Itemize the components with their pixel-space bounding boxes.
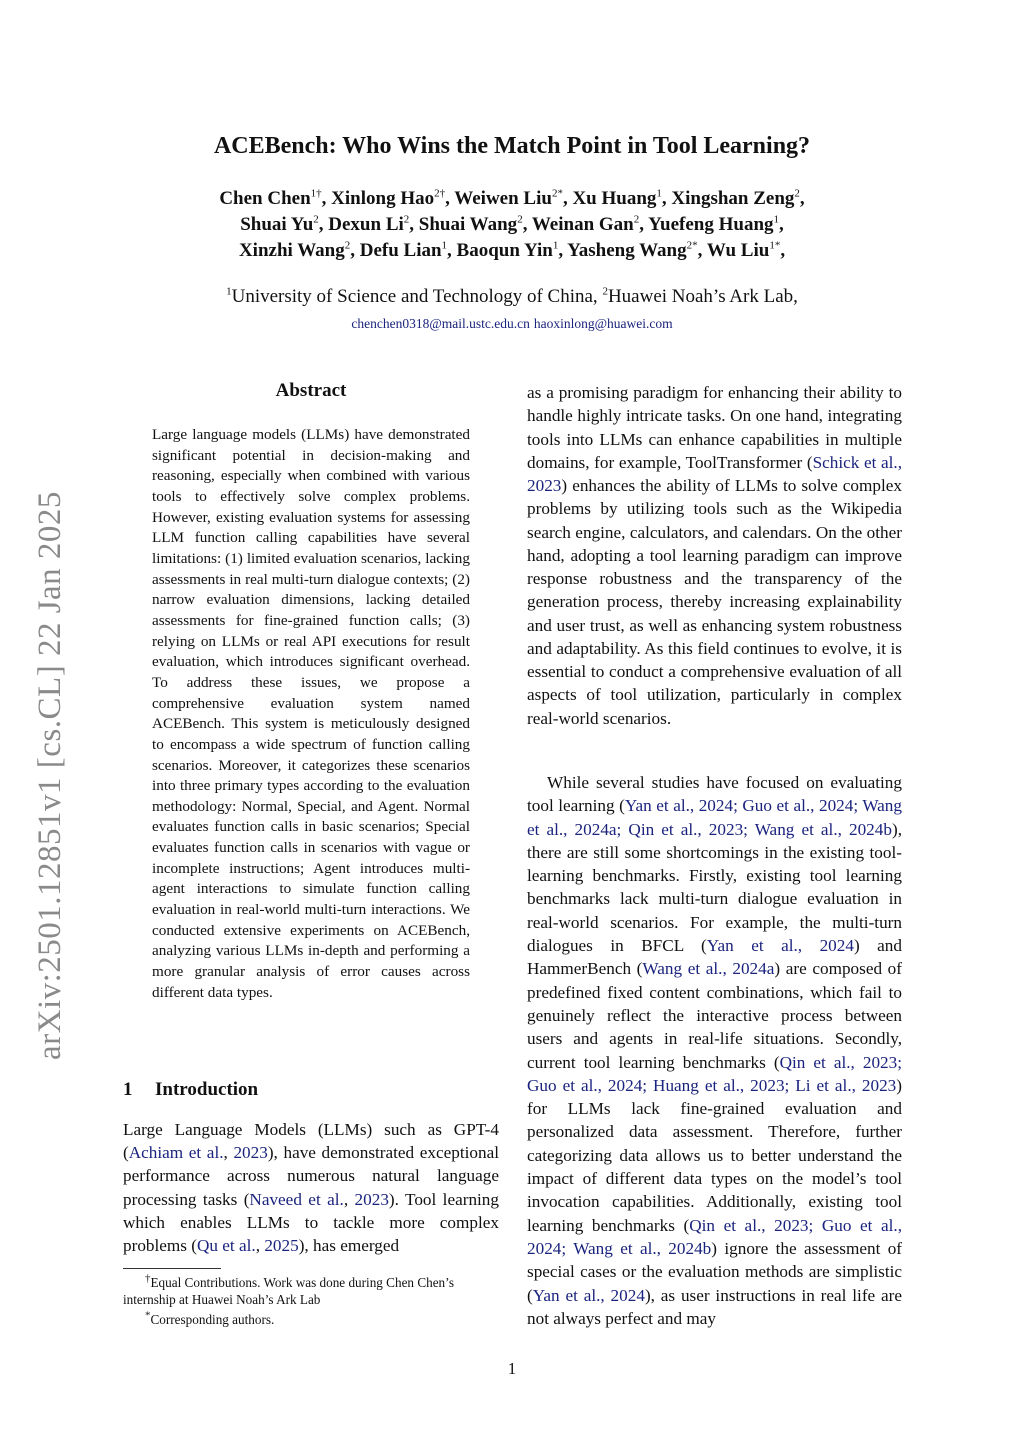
footnote-text: Equal Contributions. Work was done during Chen Chen’s internship at Huawei Noah’s Ark Lab — [123, 1275, 454, 1307]
author-affil-mark: 2 — [344, 239, 351, 252]
citation-link[interactable]: 2023 — [233, 1143, 268, 1163]
citation-link[interactable]: Wang et al., 2024a — [642, 959, 775, 979]
author-affil-mark: 2 — [403, 213, 410, 226]
author-affil-mark: 1 — [441, 239, 448, 252]
body-text: While several studies have focused on evaluating tool learning ( — [527, 773, 902, 816]
body-text: ) for LLMs lack fine-grained evaluation and personalized data assessment. Therefore, further categorizing data allows us to better understand the impact of different data types on the model’s tool invocation capabilities. Additionally, existing tool learning benchmarks ( — [527, 1075, 902, 1235]
author-name: Xu Huang$^1$, — [572, 187, 672, 209]
intro-text: ), has emerged — [298, 1236, 400, 1256]
footnote-text: Corresponding authors. — [150, 1312, 275, 1327]
citation-link[interactable]: Yan et al., 2024; Guo et al., 2024; Wang et al., 2024a; Qin et al., 2023; Wang et al., 2024b — [527, 796, 902, 839]
arxiv-watermark: arXiv:2501.12851v1 [cs.CL] 22 Jan 2025 — [32, 491, 68, 1060]
contact-emails — [0, 316, 1024, 332]
citation-link[interactable]: Yan et al., 2024 — [532, 1285, 645, 1305]
author-name: Baoqun Yin$^1$, — [456, 239, 568, 261]
section-number: 1 — [123, 1079, 133, 1100]
author-name: Yuefeng Huang$^1$, — [648, 213, 784, 235]
citation-link[interactable]: Qin et al., 2023; Guo et al., 2024; Wang et al., 2024b — [527, 1215, 902, 1258]
author-name: Shuai Wang$^2$, — [418, 213, 532, 235]
intro-text: , — [255, 1236, 265, 1256]
author-affil-mark: 2† — [434, 187, 446, 200]
affil-inst-2: Huawei Noah’s Ark Lab, — [607, 286, 798, 307]
affil-inst-1: University of Science and Technology of China, — [231, 286, 603, 307]
footnote-rule — [123, 1268, 221, 1269]
author-name: Defu Lian$^1$, — [359, 239, 457, 261]
body-text: ), there are still some shortcomings in the existing tool-learning benchmarks. Firstly, existing tool learning benchmarks lack multi-turn dialogue evaluation in real-world scenarios. For example, the multi-turn dialogues in BFCL ( — [527, 819, 902, 956]
citation-link[interactable]: Qin et al., 2023; Guo et al., 2024; Huang et al., 2023; Li et al., 2023 — [527, 1052, 903, 1095]
author-affil-mark: 2* — [686, 239, 698, 252]
citation-link[interactable]: Schick et al., 2023 — [527, 452, 902, 495]
author-affil-mark: 2 — [794, 187, 800, 200]
body-text: ), as user instructions in real life are not always perfect and may — [527, 1285, 902, 1328]
author-affil-mark: 1* — [769, 239, 781, 252]
author-affil-mark: 2 — [517, 213, 523, 226]
author-name: Dexun Li$^2$, — [328, 213, 419, 235]
author-name: Weinan Gan$^2$, — [531, 213, 649, 235]
author-name: Xingshan Zeng$^2$, — [671, 187, 805, 209]
email-link-2[interactable]: haoxinlong@huawei.com — [533, 316, 673, 331]
author-name: Yasheng Wang$^{2*}$, — [567, 239, 707, 261]
intro-text: ). Tool learning which enables LLMs to tackle more complex problems ( — [123, 1189, 499, 1256]
right-column-paragraph-2 — [527, 771, 902, 1330]
page-number: 1 — [507, 1359, 517, 1378]
paper-title: ACEBench: Who Wins the Match Point in Tool Learning? — [213, 133, 811, 159]
intro-text: , — [223, 1143, 234, 1163]
author-affil-mark: 1 — [656, 187, 662, 200]
body-text: ) enhances the ability of LLMs to solve complex problems by utilizing tools such as the Wikipedia search engine, calculators, and calendars. On the other hand, adopting a tool learning paradigm can improve response robustness and the transparency of the generation process, thereby increasing explainability and user trust, as well as enhancing system robustness and adaptability. As this field continues to evolve, it is essential to conduct a comprehensive evaluation of all aspects of tool utilization, particularly in complex real-world scenarios. — [527, 476, 902, 728]
body-text: ) and HammerBench ( — [527, 936, 902, 979]
body-text: as a promising paradigm for enhancing their ability to handle highly intricate tasks. On one hand, integrating tools into LLMs can enhance capabilities in multiple domains, for example, ToolTransformer ( — [527, 383, 902, 472]
intro-text: Large Language Models (LLMs) such as GPT-4 ( — [123, 1120, 499, 1163]
citation-link[interactable]: 2025 — [264, 1236, 299, 1256]
abstract-heading: Abstract — [275, 380, 347, 401]
author-name: Xinzhi Wang$^2$, — [238, 239, 360, 261]
author-affil-mark: 2* — [551, 187, 563, 200]
author-name: Chen Chen$^{1\dagger}$, — [219, 187, 332, 209]
footnote-equal-contribution — [123, 1274, 499, 1308]
section-heading-introduction — [123, 1079, 258, 1101]
intro-paragraph — [123, 1118, 499, 1257]
email-link-1[interactable]: chenchen0318@mail.ustc.edu.cn — [351, 316, 530, 331]
author-name: Xinlong Hao$^{2\dagger}$, — [331, 187, 455, 209]
author-affil-mark: 1† — [310, 187, 322, 200]
section-title: Introduction — [155, 1079, 259, 1100]
intro-text: ), have demonstrated exceptional performance across numerous natural language processing tasks ( — [123, 1143, 499, 1209]
right-column-paragraph-1 — [527, 381, 902, 730]
intro-text: , — [343, 1189, 355, 1209]
citation-link[interactable]: Yan et al., 2024 — [706, 936, 854, 956]
citation-link[interactable]: Naveed et al. — [249, 1189, 344, 1209]
author-name: Wu Liu$^{1*}$, — [706, 239, 786, 261]
author-name: Weiwen Liu$^{2*}$, — [454, 187, 573, 209]
citation-link[interactable]: Achiam et al. — [128, 1143, 224, 1163]
citation-link[interactable]: 2023 — [354, 1189, 389, 1209]
affil-mark-2: 2 — [602, 285, 608, 298]
affiliations — [0, 286, 1024, 308]
author-list — [140, 186, 884, 264]
body-text: ) ignore the assessment of special cases or the evaluation methods are simplistic ( — [527, 1238, 903, 1305]
body-text: ) are composed of predefined fixed content combinations, which fail to genuinely reflect the interactive process between users and agents in real-life situations. Secondly, current tool learning benchmarks ( — [527, 959, 902, 1072]
author-affil-mark: 1 — [552, 239, 559, 252]
affil-mark-1: 1 — [226, 285, 232, 298]
footnote-mark: † — [145, 1272, 151, 1285]
footnote-corresponding — [145, 1311, 521, 1328]
citation-link[interactable]: Qu et al. — [197, 1236, 256, 1256]
abstract-text: Large language models (LLMs) have demonstrated significant potential in decision-making and reasoning, especially when combined with various tools to effectively solve complex problems. However, existing evaluation systems for assessing LLM function calling capabilities have several limitations: (1) limited evaluation scenarios, lacking assessments in real multi-turn dialogue contexts; (2) narrow evaluation dimensions, lacking detailed assessments for fine-grained function calls; (3) relying on LLMs or real API executions for result evaluation, which introduces significant overhead. To address these issues, we propose a comprehensive evaluation system named ACEBench. This system is meticulously designed to encompass a wide spectrum of function calling scenarios. Moreover, it categorizes these scenarios into three primary types according to the evaluation methodology: Normal, Special, and Agent. Normal evaluates function calls in basic scenarios; Special evaluates function calls in scenarios with vague or incomplete instructions; Agent introduces multi-agent interactions to simulate function calling evaluation in real-world multi-turn interactions. We conducted extensive experiments on ACEBench, analyzing various LLMs in-depth and performing a more granular analysis of error causes across different data types. — [152, 426, 470, 1001]
footnote-mark: * — [145, 1309, 151, 1322]
author-name: Shuai Yu$^2$, — [240, 213, 329, 235]
author-affil-mark: 2 — [313, 213, 319, 226]
author-affil-mark: 1 — [773, 213, 780, 226]
author-affil-mark: 2 — [633, 213, 640, 226]
